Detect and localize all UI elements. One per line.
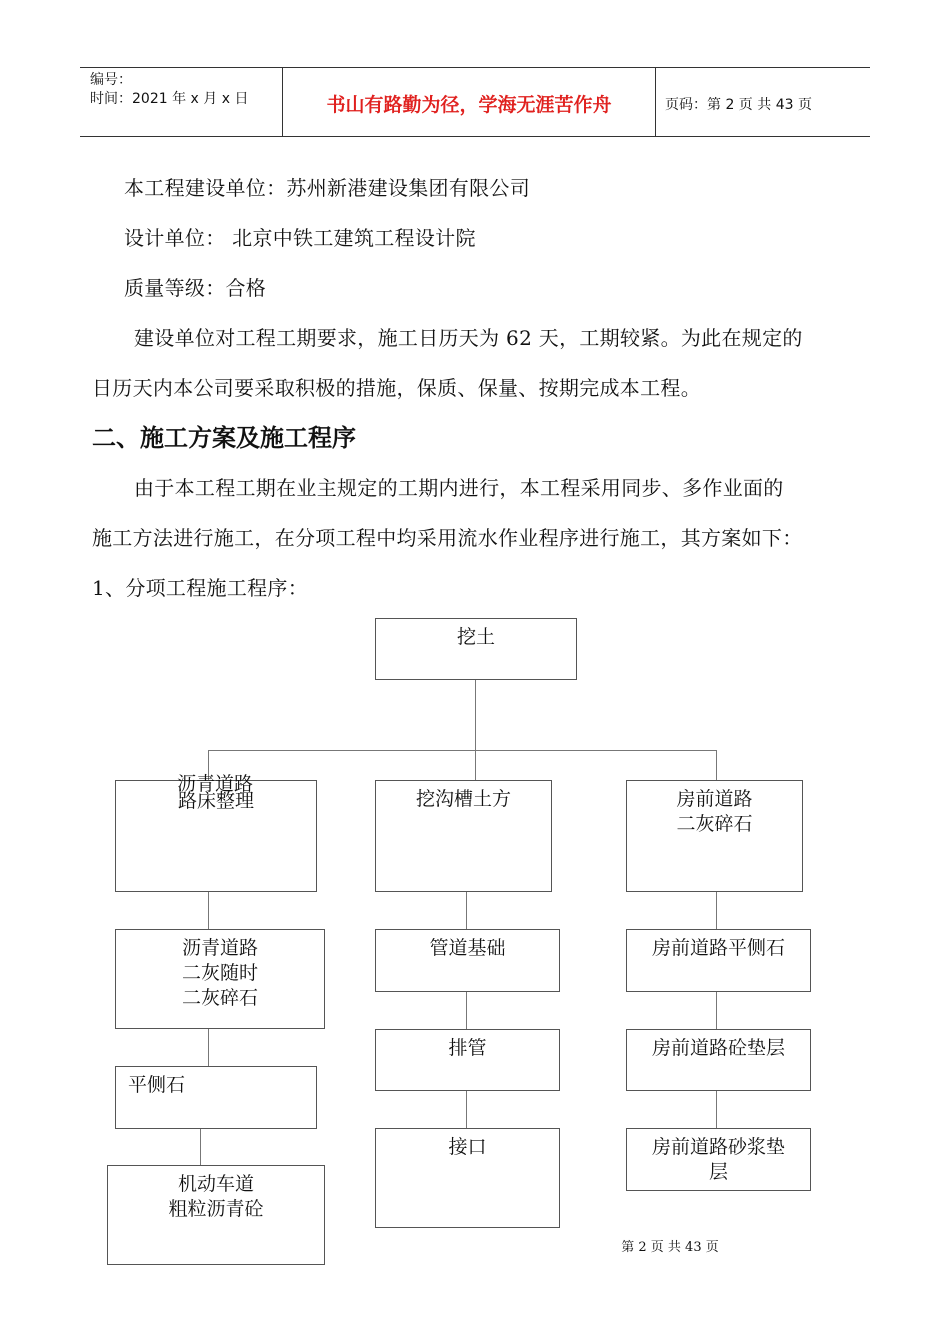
flow-label: 房前道路 bbox=[676, 788, 753, 810]
flow-box-root bbox=[375, 618, 577, 680]
flow-box-col3-step2 bbox=[626, 929, 811, 992]
flow-label: 排管 bbox=[448, 1037, 487, 1059]
connector bbox=[716, 991, 717, 1029]
header-left bbox=[90, 71, 248, 109]
flow-label: 二灰碎石 bbox=[181, 987, 258, 1009]
flow-box-col2-head bbox=[375, 780, 552, 892]
connector bbox=[208, 750, 716, 751]
connector bbox=[466, 891, 467, 929]
flow-label: 二灰碎石 bbox=[676, 813, 753, 835]
flow-label: 机动车道 bbox=[177, 1173, 254, 1195]
connector bbox=[466, 1090, 467, 1128]
connector bbox=[716, 1090, 717, 1128]
flow-label: 层 bbox=[708, 1161, 728, 1183]
flow-label: 路床整理 bbox=[177, 790, 254, 812]
page-header bbox=[80, 67, 870, 137]
page-footer: 第 2 页 共 43 页 bbox=[621, 1240, 719, 1255]
plan-line-2: 施工方法进行施工，在分项工程中均采用流水作业程序进行施工，其方案如下： bbox=[92, 526, 803, 550]
flow-label: 房前道路砼垫层 bbox=[651, 1037, 785, 1059]
number-label: 编号： bbox=[90, 72, 132, 88]
flow-label: 沥青道路 bbox=[181, 937, 258, 959]
flow-label-overlap: 沥青道路 bbox=[176, 773, 253, 795]
connector bbox=[466, 991, 467, 1029]
motto: 书山有路勤为径，学海无涯苦作舟 bbox=[326, 94, 612, 116]
flow-label: 管道基础 bbox=[429, 937, 506, 959]
flow-box-col3-head bbox=[626, 780, 803, 892]
flow-box-col3-step3 bbox=[626, 1029, 811, 1091]
connector bbox=[475, 680, 476, 750]
section-title: 二、施工方案及施工程序 bbox=[92, 424, 356, 452]
connector bbox=[208, 891, 209, 929]
builder-line: 本工程建设单位：苏州新港建设集团有限公司 bbox=[124, 176, 530, 200]
flow-label: 二灰随时 bbox=[181, 962, 258, 984]
connector bbox=[716, 891, 717, 929]
subsection-title: 1、分项工程施工程序： bbox=[92, 576, 309, 600]
connector bbox=[200, 1128, 201, 1165]
flow-box-col1-step3 bbox=[115, 1066, 317, 1129]
flow-box-col2-step3 bbox=[375, 1029, 560, 1091]
flow-label: 挖土 bbox=[456, 626, 495, 648]
plan-line-1: 由于本工程工期在业主规定的工期内进行，本工程采用同步、多作业面的 bbox=[134, 476, 784, 500]
header-divider bbox=[655, 68, 656, 136]
flow-label: 粗粒沥青砼 bbox=[168, 1198, 264, 1220]
flow-box-col2-step2 bbox=[375, 929, 560, 992]
flow-label: 接口 bbox=[448, 1136, 487, 1158]
page-info: 页码：第 2 页 共 43 页 bbox=[665, 97, 812, 113]
quality-line: 质量等级：合格 bbox=[124, 276, 267, 300]
flow-box-col1-step4 bbox=[107, 1165, 325, 1265]
flow-box-col1-step2 bbox=[115, 929, 325, 1029]
flow-box-col2-step4 bbox=[375, 1128, 560, 1228]
schedule-line-2: 日历天内本公司要采取积极的措施，保质、保量、按期完成本工程。 bbox=[92, 376, 701, 400]
flow-box-col3-step4 bbox=[626, 1128, 811, 1191]
schedule-line-1: 建设单位对工程工期要求，施工日历天为 62 天，工期较紧。为此在规定的 bbox=[134, 326, 803, 350]
flow-label: 房前道路砂浆垫 bbox=[651, 1136, 785, 1158]
time-label: 时间：2021 年 x 月 x 日 bbox=[90, 91, 249, 107]
flow-label: 平侧石 bbox=[128, 1074, 186, 1096]
flow-label: 房前道路平侧石 bbox=[651, 937, 785, 959]
flow-label: 挖沟槽土方 bbox=[415, 788, 511, 810]
designer-line: 设计单位： 北京中铁工建筑工程设计院 bbox=[124, 226, 476, 250]
connector bbox=[716, 750, 717, 780]
connector bbox=[475, 750, 476, 780]
connector bbox=[208, 1028, 209, 1066]
